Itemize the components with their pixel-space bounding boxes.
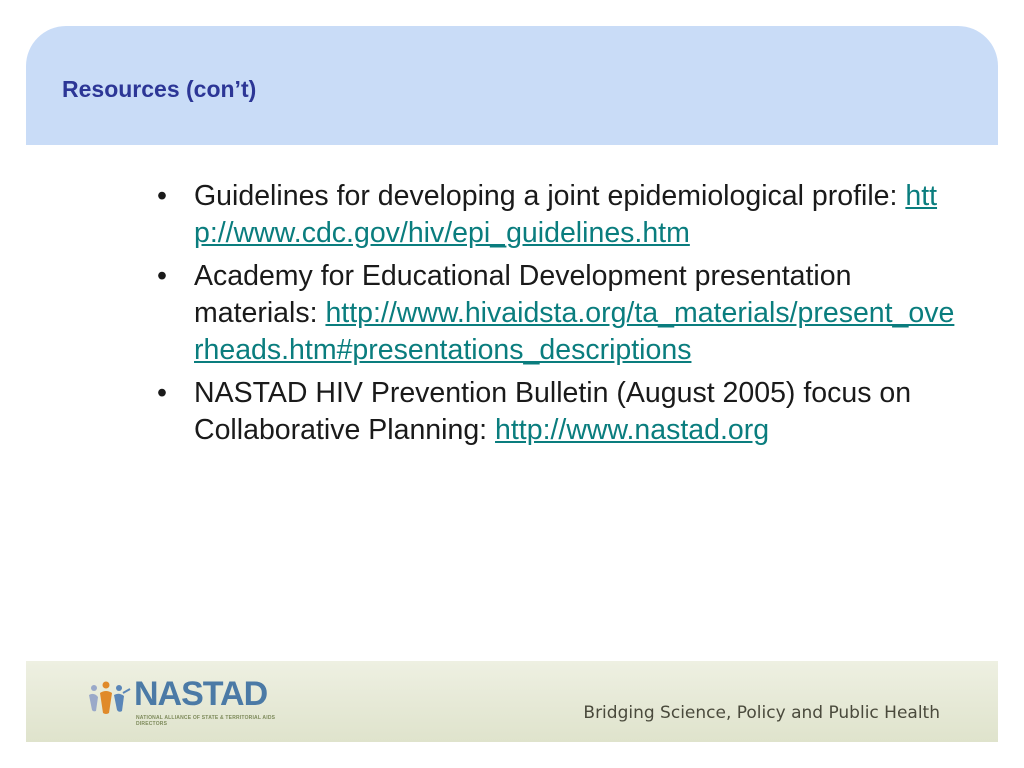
bullet-text: Guidelines for developing a joint epidemiological profile: [194,180,906,212]
hivaidsta-materials-link[interactable]: http://www.hivaidsta.org/ta_materials/present_overheads.htm#presentations_descriptions [194,297,955,366]
list-item [157,258,957,369]
logo-subtitle: NATIONAL ALLIANCE OF STATE & TERRITORIAL AIDS DIRECTORS [136,715,276,727]
bullet-icon: • [157,260,167,292]
footer-tagline: Bridging Science, Policy and Public Health [583,703,940,723]
list-item [157,375,957,449]
nastad-logo [86,671,276,731]
logo-name: NASTAD [134,675,268,713]
slide-footer [26,661,998,742]
list-item [157,178,957,252]
cdc-guidelines-link[interactable]: http://www.cdc.gov/hiv/epi_guidelines.htm [194,180,938,249]
bullet-text: Academy for Educational Development presentation materials: [194,260,852,329]
nastad-link[interactable]: http://www.nastad.org [495,414,770,446]
bullet-icon: • [157,377,167,409]
resource-list [157,178,957,455]
slide-title: Resources (con’t) [62,76,257,102]
bullet-icon: • [157,180,167,212]
slide-header [26,26,998,145]
people-figures-icon [86,679,134,719]
bullet-text: NASTAD HIV Prevention Bulletin (August 2005) focus on Collaborative Planning: [194,377,912,446]
